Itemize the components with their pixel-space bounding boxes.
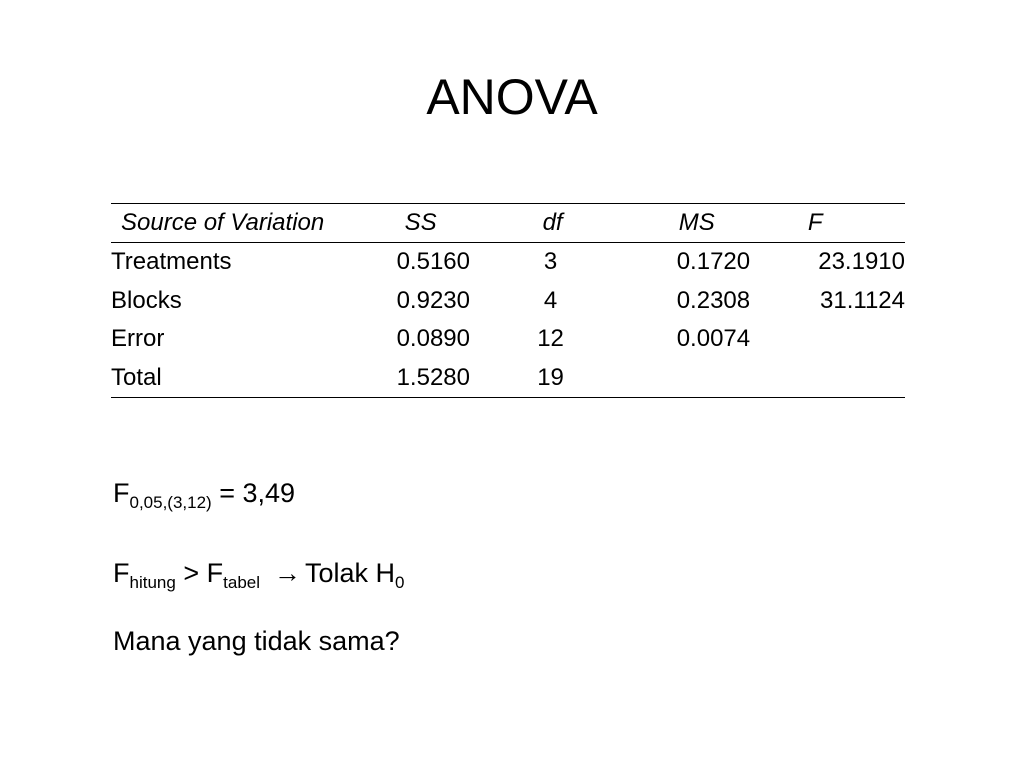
cell-df-value: 3 [543, 248, 558, 276]
table-header-row [111, 204, 905, 243]
comparator: > [183, 558, 200, 588]
cell-df [517, 320, 677, 359]
cell-df [517, 359, 677, 398]
cell-df [517, 282, 677, 321]
cell-f [790, 359, 905, 398]
critical-value: = 3,49 [219, 478, 296, 508]
cell-df-value: 19 [537, 363, 564, 391]
critical-value-line [113, 478, 296, 512]
table-row [111, 243, 905, 282]
cell-ss: 0.5160 [396, 248, 470, 276]
cell-df-value: 4 [543, 286, 558, 314]
f-hitung-symbol: F [113, 558, 130, 588]
table-row [111, 359, 905, 398]
right-arrow-icon: → [274, 558, 302, 588]
cell-f: 31.1124 [820, 286, 905, 314]
cell-source: Error [111, 325, 165, 353]
conclusion-subscript: 0 [395, 573, 405, 592]
critical-subscript: 0,05,(3,12) [129, 493, 212, 512]
table-row [111, 282, 905, 321]
question-text: Mana yang tidak sama? [113, 626, 400, 656]
header-source: Source of Variation [121, 209, 325, 236]
cell-ms: 0.1720 [676, 248, 751, 276]
anova-table [111, 203, 905, 398]
conclusion: Tolak H [305, 558, 396, 588]
cell-ss: 0.0890 [396, 325, 470, 353]
f-hitung-subscript: hitung [129, 573, 176, 592]
cell-ss: 1.5280 [396, 363, 470, 391]
f-tabel-symbol: F [206, 558, 224, 588]
cell-ms: 0.0074 [676, 325, 751, 353]
cell-df-value: 12 [537, 325, 564, 353]
header-df: df [542, 209, 563, 236]
header-ms: MS [678, 209, 715, 236]
cell-source: Total [111, 363, 162, 391]
cell-df [517, 243, 677, 282]
header-f: F [807, 209, 823, 236]
decision-line [113, 558, 405, 592]
critical-symbol: F [113, 478, 130, 508]
cell-ms [677, 359, 790, 398]
cell-source: Blocks [111, 286, 182, 314]
cell-ss: 0.9230 [396, 286, 470, 314]
slide-title: ANOVA [426, 69, 598, 125]
table-row [111, 320, 905, 359]
cell-source: Treatments [111, 248, 232, 276]
header-ss: SS [404, 209, 437, 236]
f-tabel-subscript: tabel [223, 573, 261, 592]
cell-ms: 0.2308 [676, 286, 751, 314]
cell-f: 23.1910 [818, 248, 905, 276]
cell-f [790, 320, 905, 359]
